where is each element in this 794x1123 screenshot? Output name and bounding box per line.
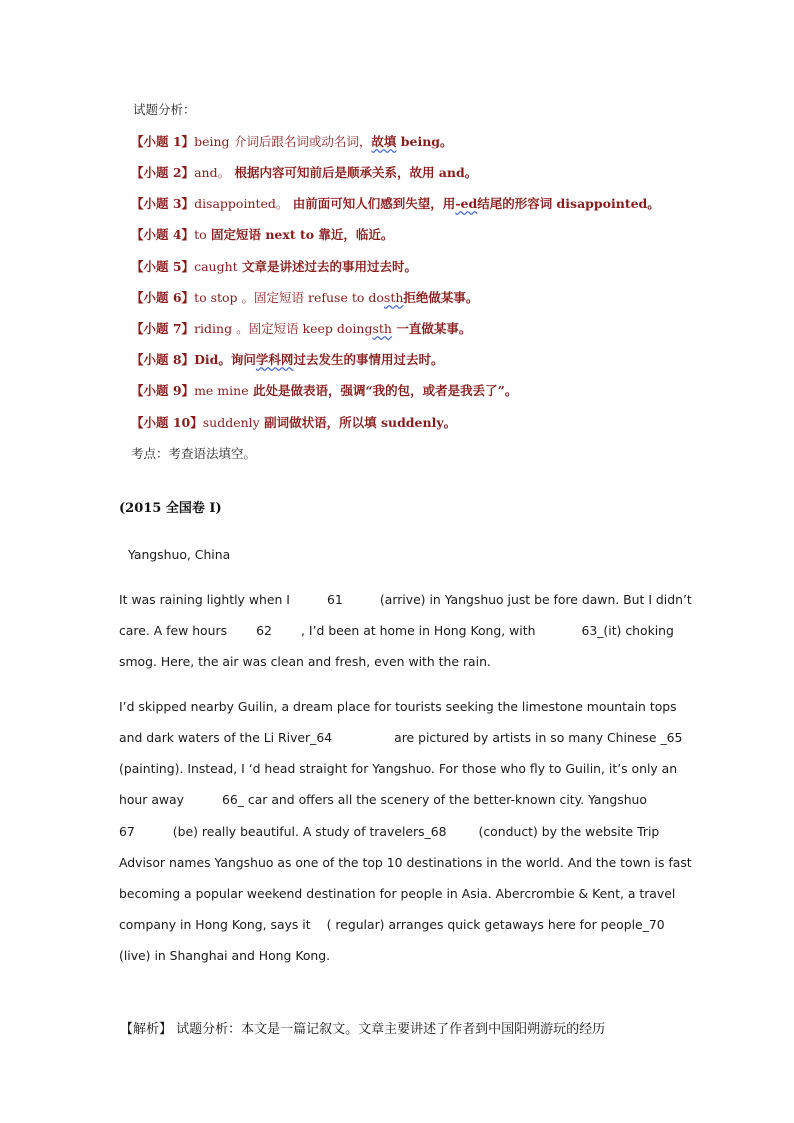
answer-tail: being。 — [396, 134, 453, 149]
answer-number: 【小题 10】 — [131, 415, 203, 430]
text-segment: 63_(it) choking — [581, 623, 674, 638]
answer-word: and。 — [194, 165, 231, 180]
answer-number: 【小题 1】 — [131, 134, 195, 149]
answer-explanation: 文章是讲述过去的事用过去时。 — [242, 259, 418, 274]
explanation-label: 【解析】 — [120, 1022, 173, 1037]
passage-line-7 — [119, 792, 647, 807]
blank-62: 62 — [256, 623, 272, 638]
answer-number: 【小题 9】 — [131, 383, 195, 398]
answer-word: suddenly — [202, 415, 260, 430]
answer-line-3 — [131, 194, 660, 212]
text-segment: company in Hong Kong, says it — [119, 917, 311, 932]
passage-title: Yangshuo, China — [128, 547, 231, 562]
passage-line-5 — [119, 730, 682, 745]
passage-line-8 — [119, 824, 659, 839]
answer-line-7 — [131, 319, 471, 337]
answer-word: caught — [194, 259, 238, 274]
answer-word: to — [194, 227, 207, 242]
text-segment: 67 — [119, 824, 135, 839]
answer-underlined: 故填 — [371, 134, 397, 149]
answer-explanation: 副词做状语，所以填 suddenly。 — [264, 415, 457, 430]
answer-line-1 — [131, 132, 453, 150]
answer-number: 【小题 2】 — [131, 165, 195, 180]
explanation-text: 试题分析：本文是一篇记叙文。文章主要讲述了作者到中国阳朔游玩的经历 — [172, 1022, 606, 1037]
answer-number: 【小题 6】 — [131, 290, 195, 305]
answer-line-5 — [131, 257, 417, 275]
answer-explanation: 由前面可知人们感到失望，用 — [292, 196, 456, 211]
answer-number: 【小题 3】 — [131, 196, 195, 211]
passage-line-4: I’d skipped nearby Guilin, a dream place for tourists seeking the limestone mountain tops — [119, 699, 677, 714]
passage-line-9: Advisor names Yangshuo as one of the top 10 destinations in the world. And the town is fast — [119, 855, 692, 870]
answer-line-4 — [131, 225, 393, 243]
answer-number: 【小题 7】 — [131, 321, 195, 336]
answer-explanation: 根据内容可知前后是顺承关系，故用 and。 — [234, 165, 478, 180]
analysis-heading: 试题分析： — [133, 102, 196, 117]
answer-word: disappointed。 — [194, 196, 289, 211]
answer-line-6 — [131, 288, 478, 306]
passage-line-11 — [119, 917, 665, 932]
answer-underlined: sth — [383, 290, 404, 305]
answer-explanation: 。固定短语 keep doing — [232, 321, 373, 336]
answer-underlined: sth — [372, 321, 392, 336]
text-segment: ( regular) arranges quick getaways here for people_70 — [326, 917, 665, 932]
answer-number: 【小题 5】 — [131, 259, 195, 274]
answer-word: being — [194, 134, 230, 149]
answer-tail: 过去发生的事情用过去时。 — [293, 352, 444, 367]
text-segment: and dark waters of the Li River_64 — [119, 730, 333, 745]
passage-line-3: smog. Here, the air was clean and fresh, even with the rain. — [119, 654, 491, 669]
text-segment: (arrive) in Yangshuo just be fore dawn. But I didn’t — [379, 592, 692, 607]
answer-explanation: 。固定短语 refuse to do — [237, 290, 384, 305]
answer-tail: 拒绝做某事。 — [403, 290, 479, 305]
text-segment: (conduct) by the website Trip — [478, 824, 660, 839]
answer-line-9 — [131, 381, 517, 399]
test-point: 考点：考查语法填空。 — [131, 446, 257, 461]
answer-word: riding — [194, 321, 233, 336]
answer-number: 【小题 4】 — [131, 227, 195, 242]
answer-word: to stop — [194, 290, 238, 305]
answer-word: Did。 — [194, 352, 231, 367]
answer-underlined: 学科网 — [255, 352, 294, 367]
answer-underlined: -ed — [455, 196, 478, 211]
text-segment: are pictured by artists in so many Chinese _65 — [394, 730, 683, 745]
answer-line-8 — [131, 350, 443, 368]
passage-line-2 — [119, 623, 674, 638]
text-segment: care. A few hours — [119, 623, 228, 638]
answer-explanation: 此处是做表语，强调“我的包，或者是我丢了”。 — [252, 383, 518, 398]
answer-explanation: 固定短语 next to 靠近，临近。 — [210, 227, 394, 242]
exam-source: (2015 全国卷 I) — [119, 501, 222, 516]
answer-explanation: 询问 — [230, 352, 256, 367]
answer-explanation: 介词后跟名词或动名词， — [233, 134, 372, 149]
answer-tail: 结尾的形容词 disappointed。 — [477, 196, 660, 211]
text-segment: (be) really beautiful. A study of travelers_68 — [172, 824, 447, 839]
answer-number: 【小题 8】 — [131, 352, 195, 367]
explanation-line — [120, 1018, 605, 1037]
passage-line-10: becoming a popular weekend destination for people in Asia. Abercrombie & Kent, a travel — [119, 886, 676, 901]
passage-line-6: (painting). Instead, I ‘d head straight for Yangshuo. For those who fly to Guilin, it’s only an — [119, 761, 678, 776]
answer-tail: 一直做某事。 — [391, 321, 472, 336]
passage-line-12: (live) in Shanghai and Hong Kong. — [119, 948, 331, 963]
text-segment: hour away — [119, 792, 184, 807]
text-segment: 66_ car and offers all the scenery of the better-known city. Yangshuo — [221, 792, 647, 807]
blank-61: 61 — [327, 592, 343, 607]
answer-line-10 — [131, 413, 456, 431]
passage-line-1 — [119, 592, 692, 607]
text-segment: It was raining lightly when I — [119, 592, 290, 607]
answer-word: me mine — [194, 383, 249, 398]
answer-line-2 — [131, 163, 477, 181]
text-segment: , I’d been at home in Hong Kong, with — [301, 623, 536, 638]
